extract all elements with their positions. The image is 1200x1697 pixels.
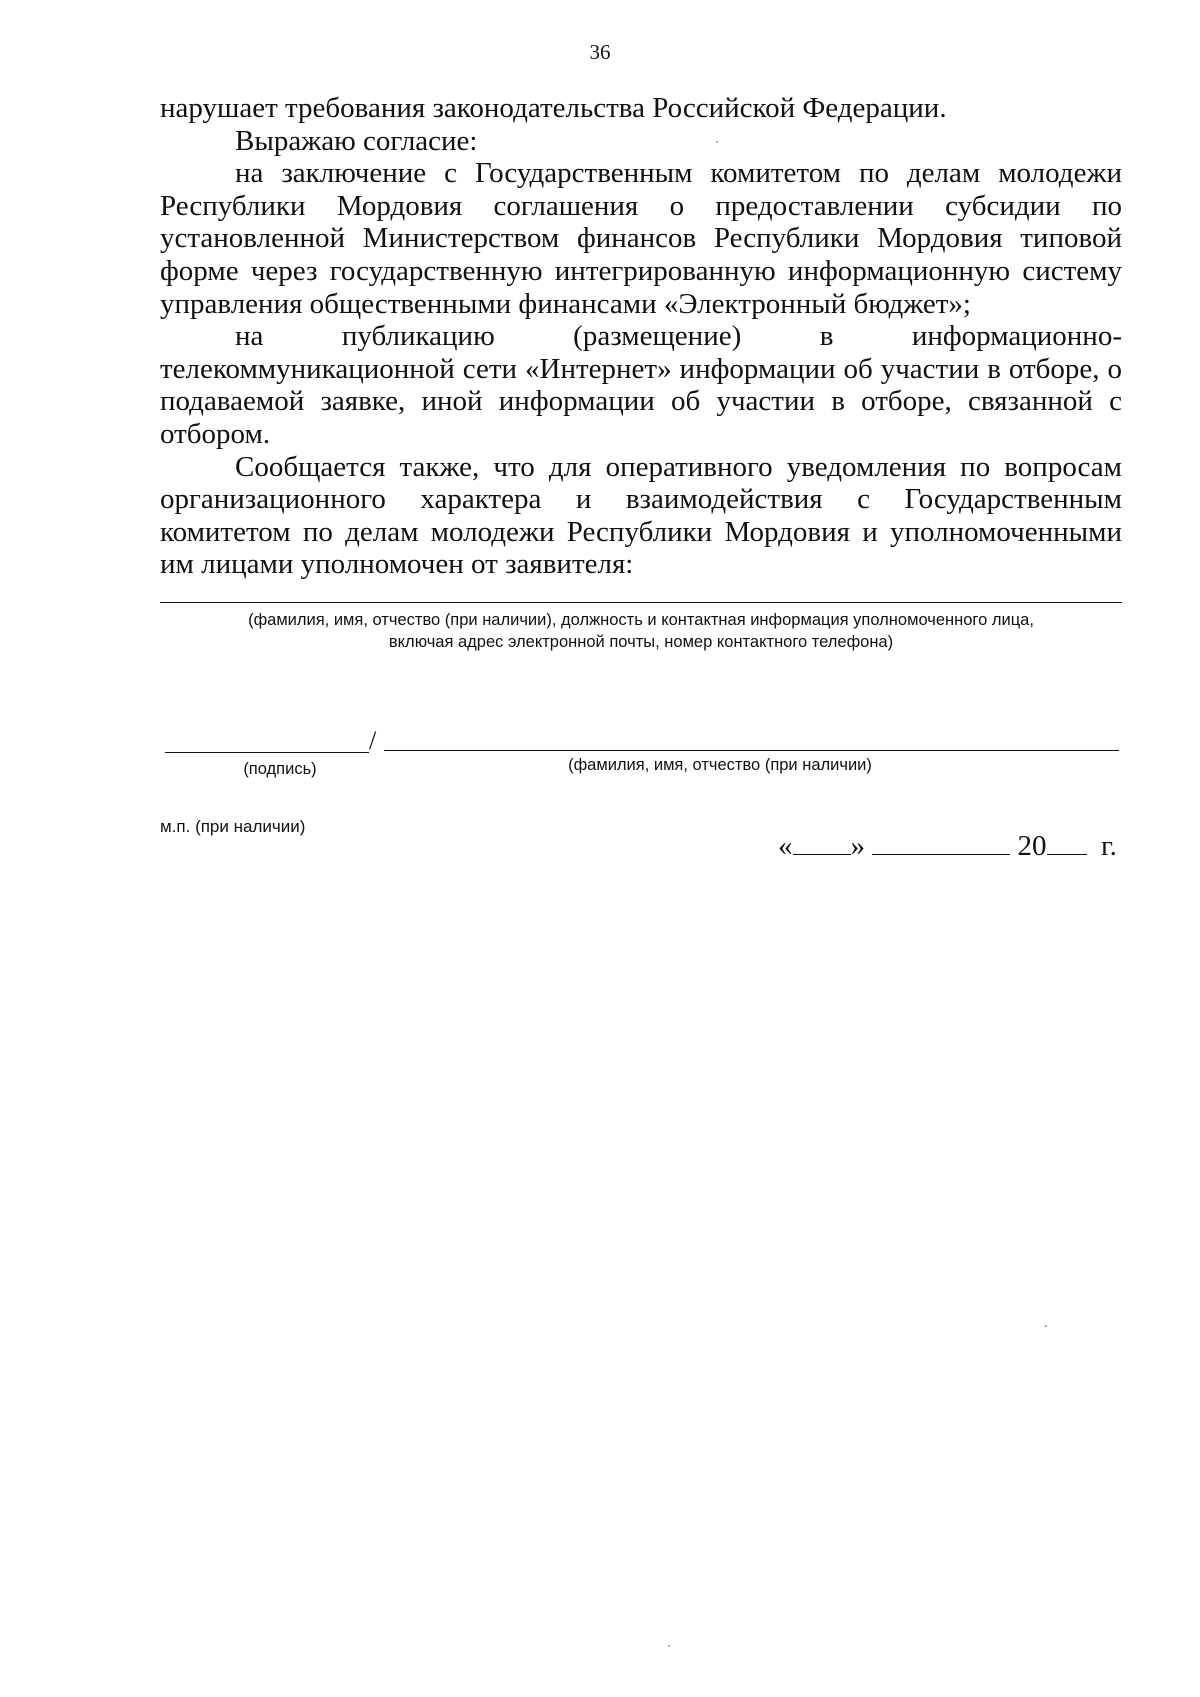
authorized-person-caption	[160, 609, 1122, 653]
scan-speck	[1045, 1325, 1047, 1327]
signer-name-line	[384, 750, 1119, 751]
signature-line	[165, 752, 369, 753]
paragraph-intro: нарушает требования законодательства Российской Федерации.	[160, 92, 947, 124]
paragraph-consent-publication: на публикацию (размещение) в информационно-телекоммуникационной сети «Интернет» информации об участии в отборе, о подаваемой заявке, иной информации об участии в отборе, связанной с отбором.	[160, 320, 1122, 450]
date-open-quote: «	[778, 830, 793, 862]
year-suffix: г.	[1101, 830, 1117, 862]
date-line	[778, 830, 1117, 862]
scan-speck	[716, 141, 718, 143]
document-body	[160, 92, 1122, 581]
authorized-person-caption-line1: (фамилия, имя, отчество (при наличии), должность и контактная информация уполномоченного лица,	[248, 611, 1034, 629]
year-field	[1047, 832, 1087, 855]
month-field	[872, 832, 1010, 855]
day-field	[793, 832, 851, 855]
signature-separator: /	[369, 726, 377, 755]
signature-caption: (подпись)	[243, 760, 317, 778]
page-number: 36	[589, 40, 611, 64]
paragraph-consent-agreement: на заключение с Государственным комитетом по делам молодежи Республики Мордовия соглашения о предоставлении субсидии по установленной Министерством финансов Республики Мордовия типовой форме через государственную интегрированную информационную систему управления общественными финансами «Электронный бюджет»;	[160, 157, 1122, 320]
signer-name-caption: (фамилия, имя, отчество (при наличии)	[568, 756, 872, 774]
year-prefix: 20	[1017, 830, 1047, 862]
paragraph-consent-heading: Выражаю согласие:	[235, 124, 478, 157]
paragraph-authorized-person: Сообщается также, что для оперативного уведомления по вопросам организационного характера и взаимодействия с Государственным комитетом по делам молодежи Республики Мордовия и уполномоченными им лицами уполномочен от заявителя:	[160, 450, 1122, 581]
date-close-quote: »	[850, 830, 865, 862]
authorized-person-line	[160, 602, 1122, 603]
stamp-label: м.п. (при наличии)	[160, 817, 306, 836]
authorized-person-caption-line2: включая адрес электронной почты, номер контактного телефона)	[388, 633, 894, 651]
scan-speck	[668, 1645, 670, 1647]
